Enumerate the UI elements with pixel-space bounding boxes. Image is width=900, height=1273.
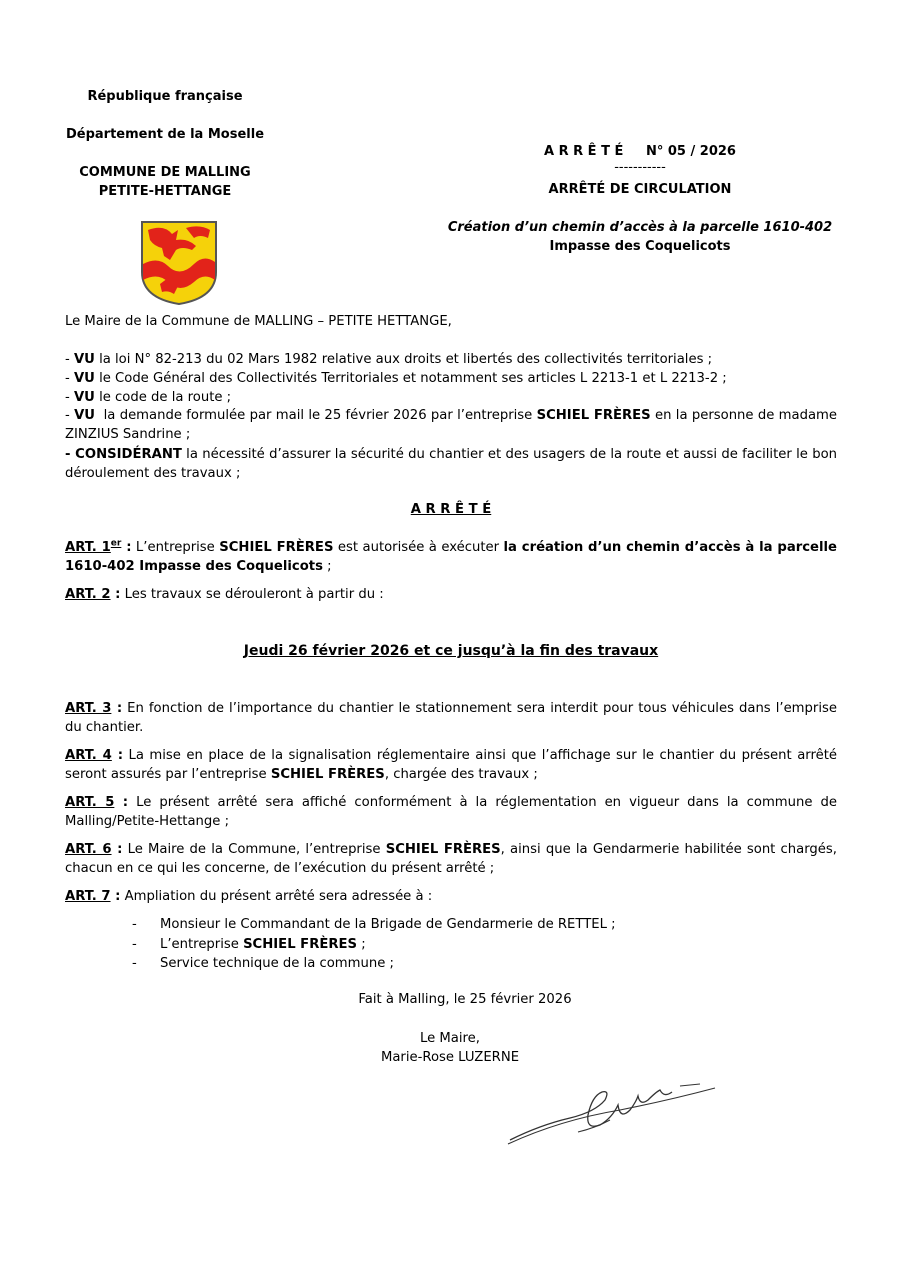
vu-item: - VU la loi N° 82-213 du 02 Mars 1982 relative aux droits et libertés des collectivités territoriales ; bbox=[65, 352, 713, 367]
arrete-title: A R R Ê T É bbox=[410, 502, 492, 517]
list-item: - Monsieur le Commandant de la Brigade de Gendarmerie de RETTEL ; bbox=[132, 917, 616, 932]
place-date: Fait à Malling, le 25 février 2026 bbox=[358, 992, 572, 1007]
list-item: - Service technique de la commune ; bbox=[132, 956, 394, 971]
signatory-name: Marie-Rose LUZERNE bbox=[380, 1050, 520, 1065]
list-item: - L’entreprise SCHIEL FRÈRES ; bbox=[132, 936, 366, 952]
signatory-title: Le Maire, bbox=[420, 1031, 480, 1046]
works-date: Jeudi 26 février 2026 et ce jusqu’à la fin des travaux bbox=[243, 643, 659, 659]
vu-item: - VU la demande formulée par mail le 25 février 2026 par l’entreprise SCHIEL FRÈRES en la personne de madame ZINZIUS Sandrine ; bbox=[65, 408, 842, 442]
header-separator: ----------- bbox=[614, 160, 666, 175]
article-7: ART. 7 : Ampliation du présent arrêté sera adressée à : bbox=[65, 889, 433, 904]
subject-line1: Création d’un chemin d’accès à la parcelle 1610-402 bbox=[447, 220, 833, 235]
ampliation-list bbox=[132, 915, 616, 974]
arrete-type: ARRÊTÉ DE CIRCULATION bbox=[548, 182, 732, 197]
signature-icon bbox=[500, 1070, 725, 1150]
article-5: ART. 5 : Le présent arrêté sera affiché conformément à la réglementation en vigueur dans la commune de Malling/Petite-Hettange ; bbox=[65, 795, 837, 829]
considerant-item: - CONSIDÉRANT la nécessité d’assurer la sécurité du chantier et des usagers de la route et aussi de faciliter le bon déroulement des travaux ; bbox=[65, 447, 837, 481]
coat-of-arms-icon bbox=[138, 220, 220, 306]
intro-text: Le Maire de la Commune de MALLING – PETITE HETTANGE, bbox=[65, 314, 452, 329]
commune-name-line1: COMMUNE DE MALLING bbox=[79, 165, 251, 180]
article-4: ART. 4 : La mise en place de la signalisation réglementaire ainsi que l’affichage sur le chantier du présent arrêté seront assurés par l’entreprise SCHIEL FRÈRES, chargée des travaux ; bbox=[65, 748, 837, 782]
article-1: ART. 1er : L’entreprise SCHIEL FRÈRES est autorisée à exécuter la création d’un chemin d’accès à la parcelle 1610-402 Impasse des Coquelicots ; bbox=[65, 538, 837, 574]
subject-line2: Impasse des Coquelicots bbox=[549, 239, 731, 254]
arrete-number: A R R Ê T É N° 05 / 2026 bbox=[544, 144, 736, 159]
vu-item: - VU le Code Général des Collectivités Territoriales et notamment ses articles L 2213-1 et L 2213-2 ; bbox=[65, 371, 727, 386]
article-3: ART. 3 : En fonction de l’importance du chantier le stationnement sera interdit pour tous véhicules dans l’emprise du chantier. bbox=[65, 701, 837, 735]
department-label: Département de la Moselle bbox=[65, 127, 265, 142]
commune-name-line2: PETITE-HETTANGE bbox=[98, 184, 232, 199]
article-2: ART. 2 : Les travaux se dérouleront à partir du : bbox=[65, 587, 384, 602]
vu-item: - VU le code de la route ; bbox=[65, 390, 232, 405]
article-6: ART. 6 : Le Maire de la Commune, l’entreprise SCHIEL FRÈRES, ainsi que la Gendarmerie habilitée sont chargés, chacun en ce qui les concerne, de l’exécution du présent arrêté ; bbox=[65, 842, 837, 876]
republic-label: République française bbox=[87, 89, 243, 104]
